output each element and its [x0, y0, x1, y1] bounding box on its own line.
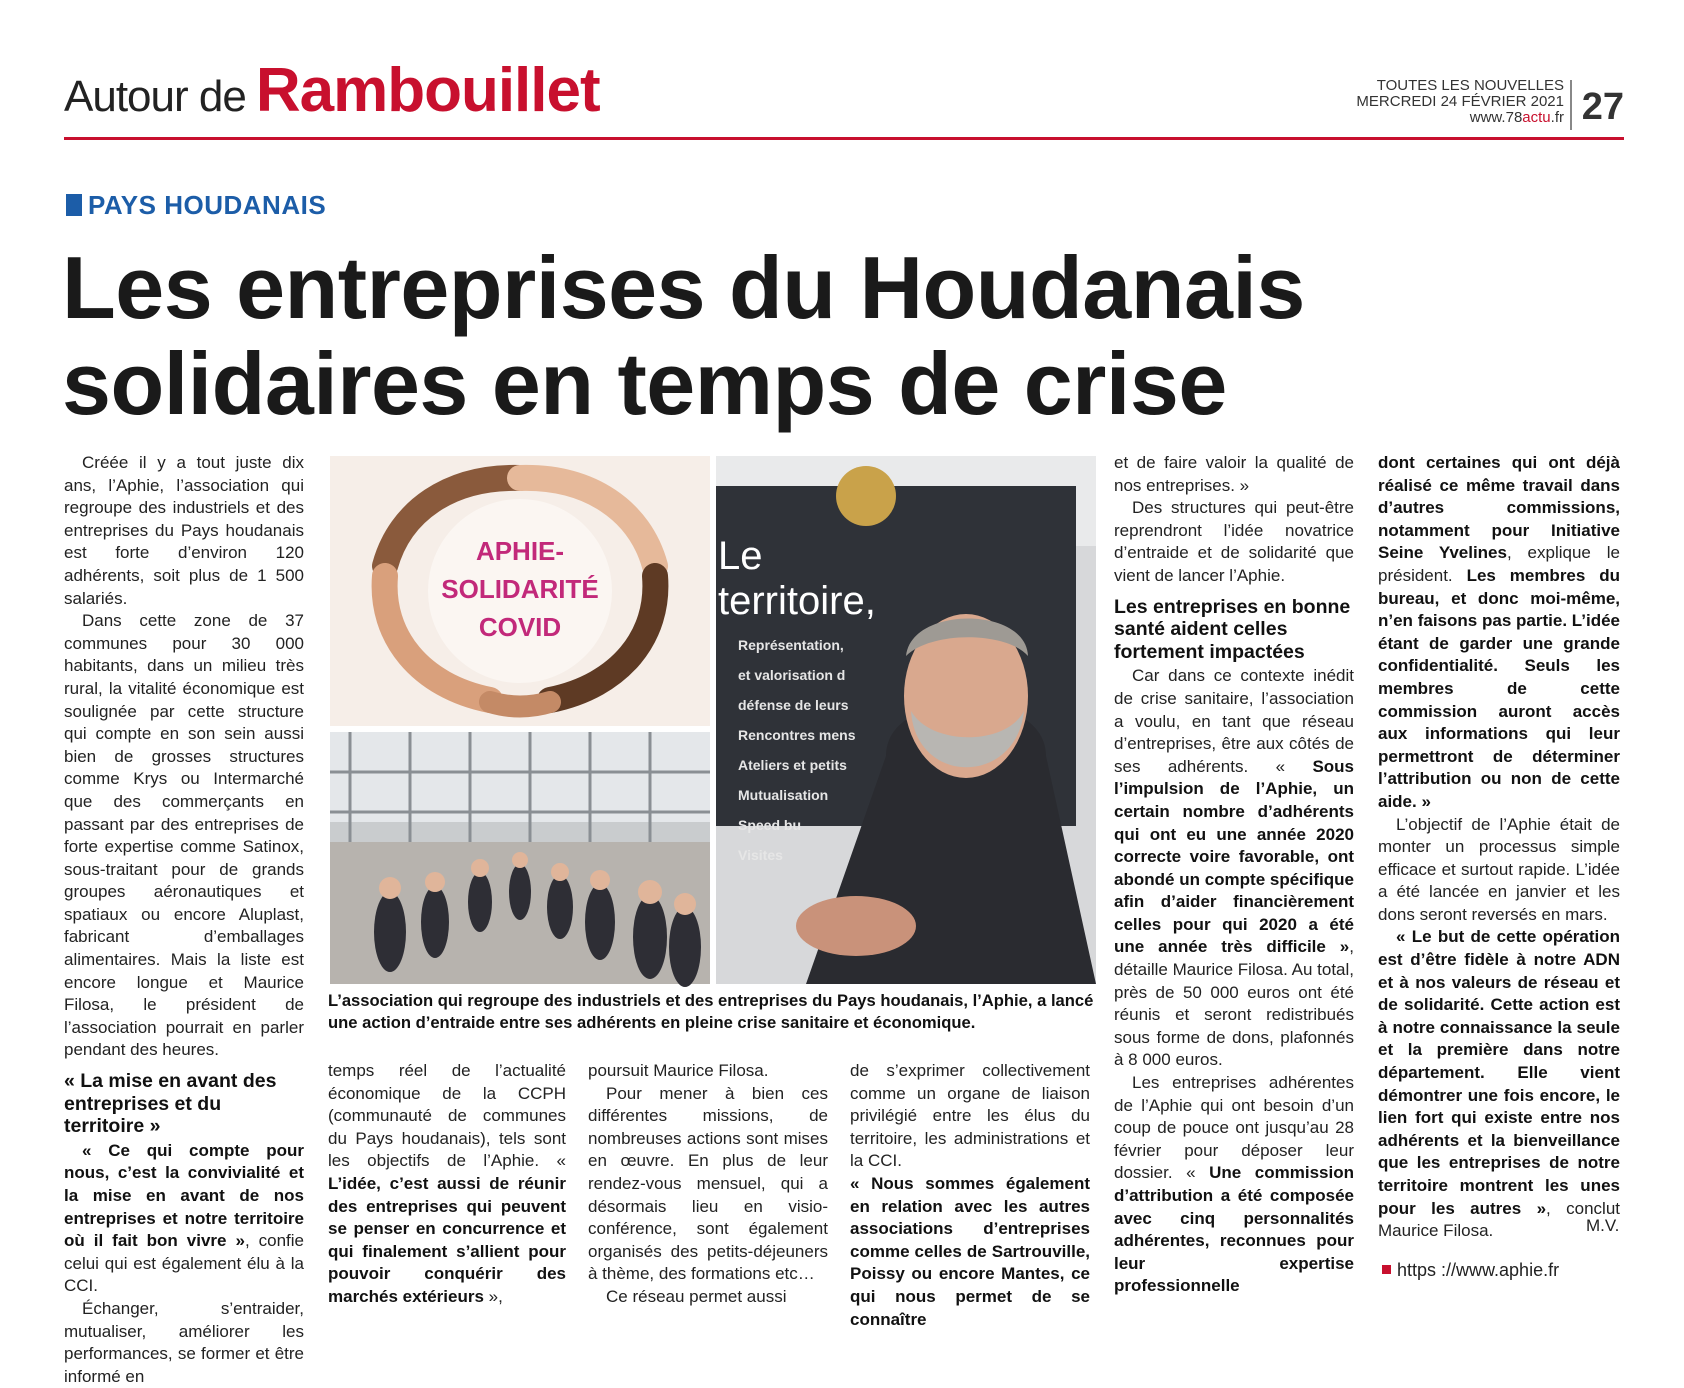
- page-number: 27: [1581, 86, 1624, 128]
- headline-line-2: solidaires en temps de crise: [62, 334, 1227, 433]
- paragraph: Échanger, s’entraider, mutualiser, améliorer les performances, se former et être informé en: [64, 1298, 304, 1386]
- paragraph: et de faire valoir la qualité de nos entreprises. »: [1114, 453, 1354, 495]
- edition-meta: [1356, 78, 1564, 126]
- banner-list: Représentation, et valorisation d défense de leurs Rencontres mens Ateliers et petits Mutualisation Speed bu Visites: [738, 637, 856, 863]
- paragraph: Dans cette zone de 37 communes pour 30 000 habitants, dans un milieu très rural, la vitalité économique est soulignée par cette structure qui compte en son sein aussi bien de grosses structures comme Krys ou Intermarché que des commerçants en passant par des entreprises de forte expertise comme Satinox, sous-traitant pour de grands groupes aéronautiques et spatiaux ou encore Aluplast, fabricant d’emballages alimentaires. Mais la liste est encore longue et Maurice Filosa, le président de l’association pourrait en parler pendant des heures.: [64, 611, 304, 1060]
- banner-title: Le territoire,: [718, 534, 876, 623]
- paper-name: TOUTES LES NOUVELLES: [1376, 77, 1564, 94]
- article-column-3: [588, 1060, 828, 1309]
- article-column-4: [850, 1060, 1090, 1331]
- solidarity-label: APHIE- SOLIDARITÉ COVID: [441, 536, 599, 642]
- solidarity-hands-photo: [330, 456, 710, 726]
- paragraph: Car dans ce contexte inédit de crise sanitaire, l’association a voulu, en tant que réseau d’entreprises, être aux côtés de ses adhérents. « Sous l’impulsion de l’Aphie, un certain nombre d’adhérents qui ont eu une année 2020 correcte voire favorable, ont abondé un compte spécifique afin d’aider financièrement celles pour qui 2020 a été une année très difficile », détaille Maurice Filosa. Au total, près de 50 000 euros ont été réunis et seront redistribués sous forme de dons, plafonnés à 8 000 euros.: [1114, 666, 1355, 1070]
- paragraph: Les entreprises adhérentes de l’Aphie qui ont besoin d’un coup de pouce ont jusqu’au 28 février pour déposer leur dossier. « Une commission d’attribution a été composée avec cinq personnalités adhérentes, reconnues pour leur expertise professionnelle: [1114, 1073, 1354, 1296]
- paragraph: temps réel de l’actualité économique de la CCPH (communauté de communes du Pays houdanais), tels sont les objectifs de l’Aphie. « L’idée, c’est aussi de réunir des entreprises qui peuvent se penser en concurrence et qui finalement s’allient pour pouvoir conquérir des marchés extérieurs »,: [328, 1061, 566, 1306]
- rubric-prefix: Autour de: [64, 72, 246, 121]
- subheading: Les entreprises en bonne santé aident celles fortement impactées: [1114, 595, 1351, 663]
- paragraph: poursuit Maurice Filosa.: [588, 1061, 769, 1080]
- article-headline: [62, 240, 1562, 432]
- paragraph: Pour mener à bien ces différentes missions, de nombreuses actions sont mises en œuvre. En plus de leur rendez-vous mensuel, qui a désormais lieu en visio-conférence, sont également organisés des petits-déjeuners à thème, des formations etc…: [588, 1083, 828, 1284]
- paragraph: « Le but de cette opération est d’être fidèle à notre ADN et à nos valeurs de réseau et de solidarité. Cette action est à notre connaissance la seule et la première dans notre département. Elle vient démontrer une fois encore, le lien fort qui existe entre nos adhérents et la bienveillance que les entreprises de notre territoire montrent les unes pour les autres », conclut Maurice Filosa.: [1378, 927, 1620, 1241]
- photo-caption: L’association qui regroupe des industriels et des entreprises du Pays houdanais, l’Aphie, a lancé une action d’entraide entre ses adhérents en pleine crise sanitaire et économique.: [328, 991, 1094, 1032]
- section-rubric: [64, 55, 600, 126]
- headline-line-1: Les entreprises du Houdanais: [62, 238, 1305, 337]
- crowd-illustration: [330, 732, 710, 984]
- website[interactable]: www.78actu.fr: [1469, 109, 1564, 126]
- masthead-separator: [1570, 80, 1572, 130]
- paragraph: « Ce qui compte pour nous, c’est la convivialité et la mise en avant de nos entreprises et notre territoire où il fait bon vivre », confie celui qui est également élu à la CCI.: [64, 1140, 305, 1296]
- kicker-square-icon: [66, 194, 82, 216]
- paragraph: L’objectif de l’Aphie était de monter un processus simple efficace et surtout rapide. L’idée a été lancée en janvier et les dons seront reversés en mars.: [1378, 814, 1620, 924]
- article-column-2: [328, 1060, 566, 1309]
- paragraph: Créée il y a tout juste dix ans, l’Aphie, l’association qui regroupe des industriels et des entreprises du Pays houdanais est forte d’environ 120 adhérents, soit plus de 1 500 salariés.: [64, 453, 304, 608]
- paragraph: Des structures qui peut-être reprendront l’idée novatrice d’entraide et de solidarité que vient de lancer l’Aphie.: [1114, 498, 1354, 585]
- masthead: [64, 56, 1624, 140]
- section-kicker: PAYS HOUDANAIS: [66, 190, 326, 221]
- article-column-6: [1378, 452, 1620, 1243]
- photo-collage: [330, 456, 1096, 984]
- members-meeting-photo: [330, 732, 710, 984]
- aphie-website-link[interactable]: https ://www.aphie.fr: [1382, 1260, 1559, 1281]
- paragraph: Ce réseau permet aussi: [606, 1286, 787, 1306]
- article-column-5: [1114, 452, 1354, 1298]
- paragraph: « Nous sommes également en relation avec les autres associations d’entreprises comme celles de Sartrouville, Poissy ou encore Mantes, ce qui nous permet de se connaître: [850, 1173, 1090, 1329]
- link-bullet-icon: [1382, 1265, 1391, 1274]
- subheading: « La mise en avant des entreprises et du territoire »: [64, 1070, 277, 1138]
- president-portrait-photo: [716, 456, 1096, 984]
- masthead-rule: [64, 137, 1624, 140]
- rubric-town: Rambouillet: [255, 56, 600, 125]
- paragraph: de s’exprimer collectivement comme un organe de liaison privilégié entre les élus du territoire, les administrations et la CCI.: [850, 1061, 1090, 1171]
- author-signature: M.V.: [1586, 1216, 1620, 1235]
- edition-date: MERCREDI 24 FÉVRIER 2021: [1356, 93, 1564, 110]
- paragraph: dont certaines qui ont déjà réalisé ce même travail dans d’autres commissions, notamment pour Initiative Seine Yvelines, explique le président. Les membres du bureau, et donc moi-même, n’en faisons pas partie. L’idée étant de garder une grande confidentialité. Seuls les membres de cette commission auront accès aux informations qui leur permettront de déterminer l’attribution ou non de cette aide. »: [1378, 453, 1620, 811]
- article-column-1: [64, 452, 304, 1388]
